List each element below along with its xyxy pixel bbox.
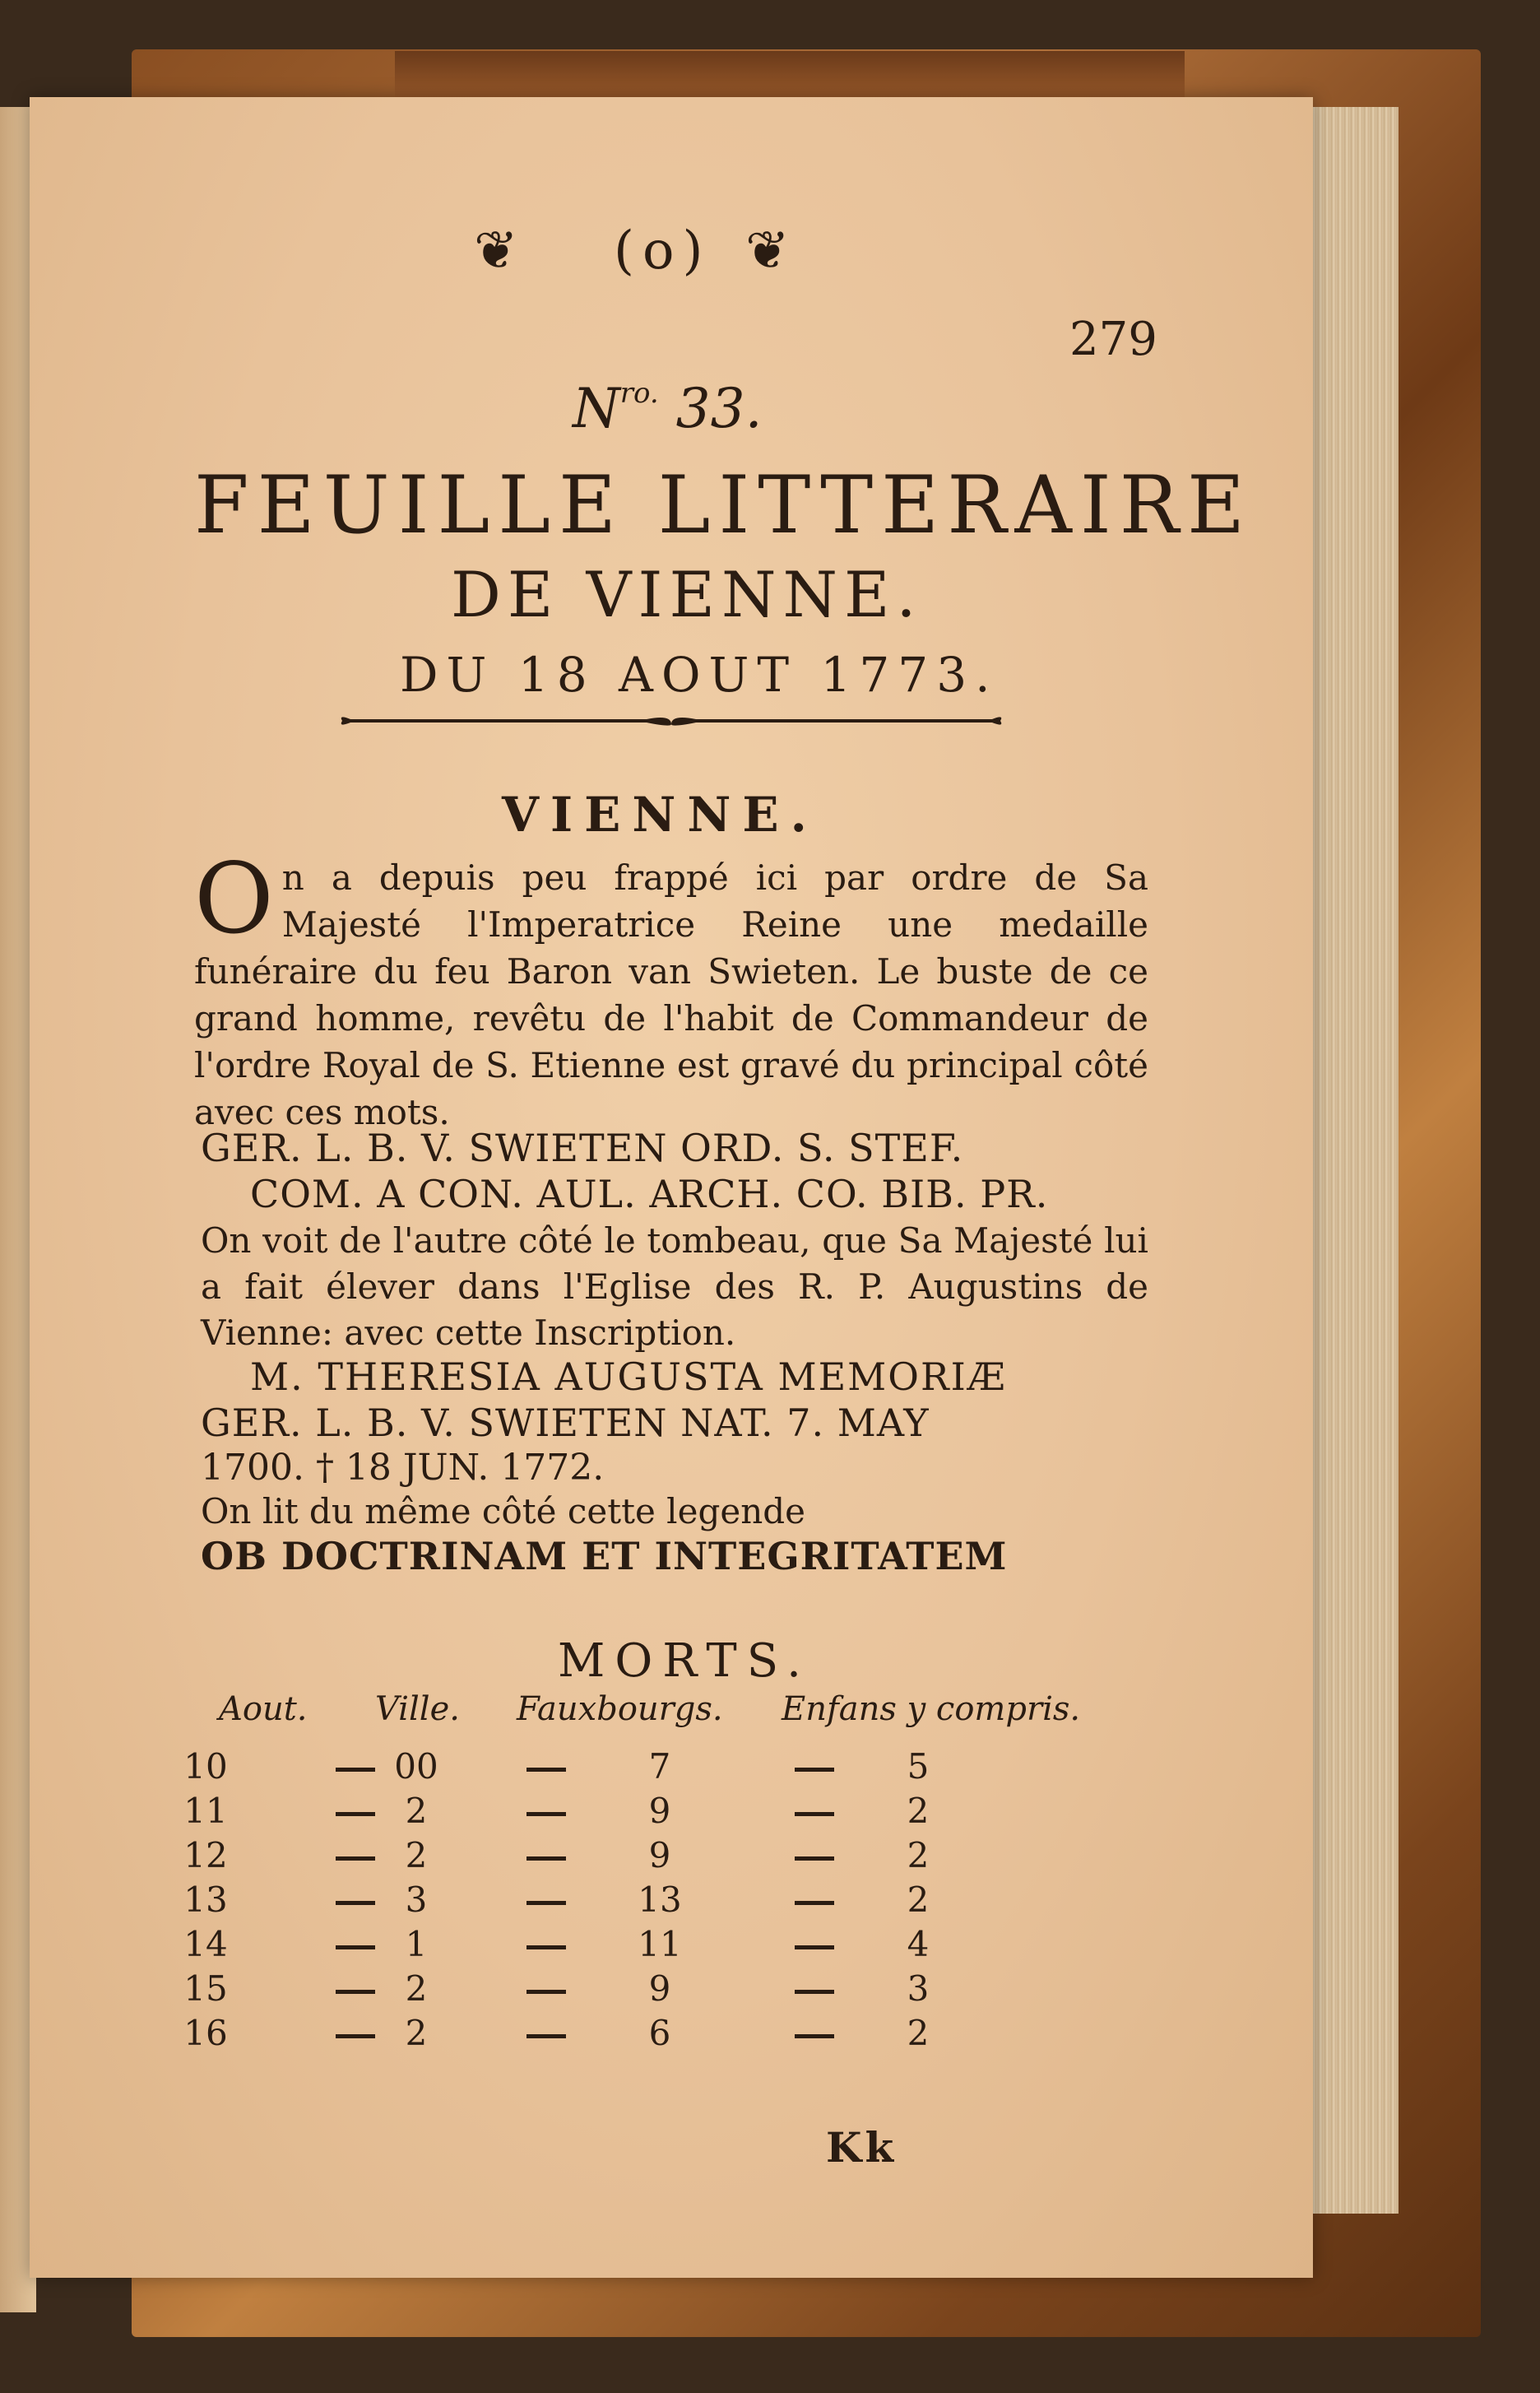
table-cell: 2 bbox=[907, 1835, 930, 1875]
table-cell: 14 bbox=[183, 1924, 228, 1964]
table-dash bbox=[795, 2034, 834, 2038]
table-cell: 12 bbox=[183, 1835, 228, 1875]
table-dash bbox=[526, 2034, 566, 2038]
book-page bbox=[30, 97, 1313, 2278]
table-cell: 3 bbox=[405, 1880, 428, 1920]
table-cell: 13 bbox=[638, 1880, 682, 1920]
table-cell: 2 bbox=[907, 1880, 930, 1920]
inscription1-line1: GER. L. B. V. SWIETEN ORD. S. STEF. bbox=[201, 1126, 964, 1170]
table-dash bbox=[336, 1990, 375, 1994]
col-header-aout: Aout. bbox=[219, 1690, 308, 1728]
table-cell: 9 bbox=[648, 1791, 671, 1831]
table-dash bbox=[526, 1768, 566, 1772]
table-dash bbox=[336, 1945, 375, 1949]
table-dash bbox=[336, 1812, 375, 1816]
table-cell: 13 bbox=[183, 1880, 228, 1920]
table-cell: 2 bbox=[907, 1791, 930, 1831]
table-cell: 2 bbox=[405, 1835, 428, 1875]
col-header-enfans: Enfans y compris. bbox=[782, 1690, 1081, 1728]
table-cell: 5 bbox=[907, 1746, 930, 1787]
table-dash bbox=[795, 1945, 834, 1949]
table-cell: 3 bbox=[907, 1968, 930, 2009]
table-dash bbox=[795, 1768, 834, 1772]
table-cell: 1 bbox=[405, 1924, 428, 1964]
inscription2-line1: M. THERESIA AUGUSTA MEMORIÆ bbox=[250, 1354, 1007, 1399]
table-cell: 11 bbox=[183, 1791, 228, 1831]
table-dash bbox=[526, 1945, 566, 1949]
table-dash bbox=[336, 1768, 375, 1772]
header-paren: (o) bbox=[614, 221, 712, 281]
table-dash bbox=[795, 1812, 834, 1816]
table-cell: 4 bbox=[907, 1924, 930, 1964]
table-dash bbox=[795, 1856, 834, 1861]
page-header bbox=[474, 221, 1214, 286]
drop-cap: O bbox=[194, 842, 274, 955]
table-dash bbox=[795, 1990, 834, 1994]
table-cell: 2 bbox=[405, 1791, 428, 1831]
table-dash bbox=[336, 2034, 375, 2038]
title-line-2: DE VIENNE. bbox=[451, 558, 923, 631]
table-cell: 2 bbox=[405, 2013, 428, 2053]
col-header-fauxbourgs: Fauxbourgs. bbox=[517, 1690, 723, 1728]
issue-number: $N^{ro.}$ 33. bbox=[573, 377, 763, 440]
issue-date: DU 18 AOUT 1773. bbox=[400, 647, 999, 703]
paragraph-tomb: On voit de l'autre côté le tombeau, que Sa Majesté lui a fait élever dans l'Eglise des R. P. Augustins de Vienne: avec cette Inscription. bbox=[201, 1220, 1148, 1353]
inscription2-line2: GER. L. B. V. SWIETEN NAT. 7. MAY bbox=[201, 1401, 930, 1445]
table-dash bbox=[336, 1901, 375, 1905]
table-dash bbox=[795, 1901, 834, 1905]
fleuron-left-icon: ❦ bbox=[474, 221, 518, 281]
table-dash bbox=[526, 1901, 566, 1905]
col-header-ville: Ville. bbox=[375, 1690, 460, 1728]
ornamental-rule bbox=[334, 713, 1009, 729]
page-number: 279 bbox=[1069, 313, 1157, 366]
table-dash bbox=[526, 1990, 566, 1994]
signature-mark: Kk bbox=[826, 2123, 898, 2172]
table-cell: 2 bbox=[907, 2013, 930, 2053]
paragraph-medal: On a depuis peu frappé ici par ordre de Sa Majesté l'Imperatrice Reine une medaille funéraire du feu Baron van Swieten. Le buste de ce grand homme, revêtu de l'habit de Commandeur de l'ordre Royal de S. Etienne est gravé du principal côté avec ces mots. bbox=[194, 842, 1148, 1132]
table-cell: 9 bbox=[648, 1968, 671, 2009]
inscription2-line3: 1700. † 18 JUN. 1772. bbox=[201, 1447, 605, 1489]
title-line-1: FEUILLE LITTERAIRE bbox=[194, 459, 1254, 551]
table-cell: 10 bbox=[183, 1746, 228, 1787]
table-cell: 9 bbox=[648, 1835, 671, 1875]
section-heading: VIENNE. bbox=[502, 787, 819, 843]
table-dash bbox=[526, 1812, 566, 1816]
legend-intro: On lit du même côté cette legende bbox=[201, 1491, 805, 1531]
table-dash bbox=[526, 1856, 566, 1861]
fleuron-right-icon: ❦ bbox=[745, 221, 790, 281]
legend-text: OB DOCTRINAM ET INTEGRITATEM bbox=[201, 1534, 1008, 1578]
inscription1-line2: COM. A CON. AUL. ARCH. CO. BIB. PR. bbox=[250, 1172, 1049, 1216]
morts-heading: MORTS. bbox=[558, 1634, 811, 1688]
table-cell: 00 bbox=[394, 1746, 438, 1787]
cover-top-edge bbox=[395, 51, 1185, 100]
table-cell: 6 bbox=[648, 2013, 671, 2053]
table-cell: 2 bbox=[405, 1968, 428, 2009]
table-cell: 15 bbox=[183, 1968, 228, 2009]
table-cell: 7 bbox=[648, 1746, 671, 1787]
table-cell: 11 bbox=[638, 1924, 682, 1964]
table-dash bbox=[336, 1856, 375, 1861]
table-cell: 16 bbox=[183, 2013, 228, 2053]
